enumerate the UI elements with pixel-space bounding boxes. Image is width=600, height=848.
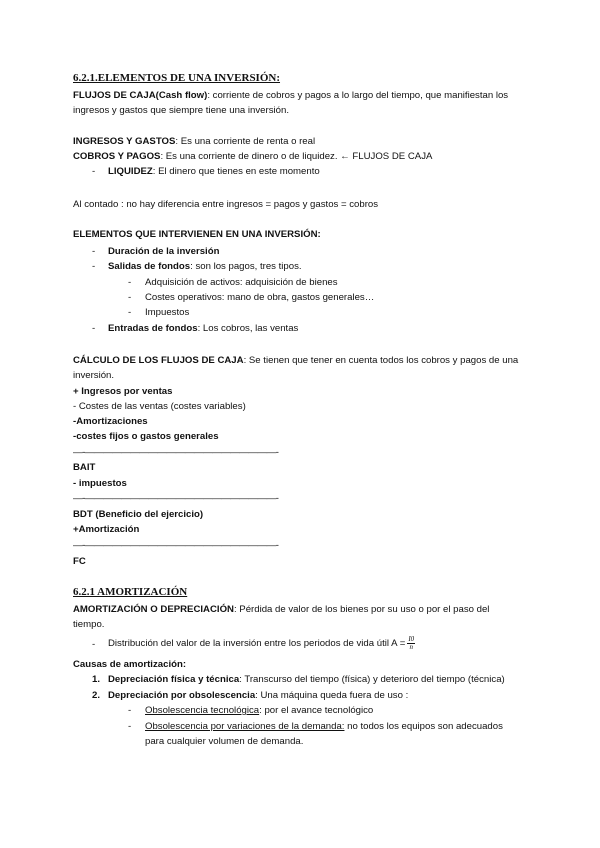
list-item-salidas <box>108 260 302 273</box>
term-salidas: Salidas de fondos <box>108 261 191 272</box>
def-salidas: : son los pagos, tres tipos. <box>190 261 302 272</box>
paragraph-ingresos <box>73 135 315 148</box>
paragraph-cashflow-cont: ingresos y gastos que siempre tiene una inversión. <box>73 105 289 116</box>
bullet-dash: - <box>128 721 132 732</box>
sub-item-tecnologica <box>145 704 373 717</box>
term-entradas: Entradas de fondos <box>108 323 198 334</box>
paragraph-cashflow <box>73 89 508 102</box>
def-demanda: no todos los equipos son adecuados <box>344 721 503 732</box>
sub-item-costes: Costes operativos: mano de obra, gastos generales… <box>145 292 375 303</box>
list-item-duracion: Duración de la inversión <box>108 246 220 257</box>
term-calculo: CÁLCULO DE LOS FLUJOS DE CAJA <box>73 355 244 366</box>
list-item-fisica <box>108 673 505 686</box>
term-demanda: Obsolescencia por variaciones de la demanda: <box>145 721 345 732</box>
list-item-liquidez <box>108 165 320 178</box>
list-item-entradas <box>108 322 298 335</box>
bullet-dash: - <box>92 261 96 272</box>
def-cobros: : Es una corriente de dinero o de liquidez. ← FLUJOS DE CAJA <box>160 151 433 162</box>
def-fisica: : Transcurso del tiempo (física) y deterioro del tiempo (técnica) <box>239 674 505 685</box>
bullet-dash: - <box>128 307 132 318</box>
sub-item-adquisicion: Adquisición de activos: adquisición de bienes <box>145 277 338 288</box>
term-ingresos: INGRESOS Y GASTOS <box>73 136 176 147</box>
paragraph-contado: Al contado : no hay diferencia entre ingresos = pagos y gastos = cobros <box>73 199 379 210</box>
calc-line-amortizacion: +Amortización <box>73 524 140 535</box>
calc-line-bdt: BDT (Beneficio del ejercicio) <box>73 509 204 520</box>
term-cobros: COBROS Y PAGOS <box>73 151 161 162</box>
bullet-dash: - <box>92 639 96 650</box>
def-amortizacion: : Pérdida de valor de los bienes por su uso o por el paso del <box>233 604 490 615</box>
sub-item-demanda <box>145 720 503 733</box>
term-liquidez: LIQUIDEZ <box>108 166 153 177</box>
calc-line-costes: - Costes de las ventas (costes variables) <box>73 401 246 412</box>
paragraph-calculo <box>73 354 518 367</box>
list-item-obsolescencia <box>108 689 408 702</box>
fraction-numerator: I0 <box>408 634 415 643</box>
bullet-dash: - <box>128 292 132 303</box>
term-tecnologica: Obsolescencia tecnológica <box>145 705 260 716</box>
section-heading-elementos: 6.2.1.ELEMENTOS DE UNA INVERSIÓN: <box>73 72 281 84</box>
calc-line-bait: BAIT <box>73 462 96 473</box>
heading-elementos-intervienen: ELEMENTOS QUE INTERVIENEN EN UNA INVERSIÓN: <box>73 229 321 240</box>
list-number: 2. <box>92 690 101 701</box>
bullet-dash: - <box>92 166 96 177</box>
calc-line-impuestos: - impuestos <box>73 478 127 489</box>
bullet-dash: - <box>128 705 132 716</box>
def-liquidez: : El dinero que tienes en este momento <box>152 166 320 177</box>
paragraph-amortizacion-cont: tiempo. <box>73 619 105 630</box>
calc-line-ingresos: + Ingresos por ventas <box>73 386 173 397</box>
def-entradas: : Los cobros, las ventas <box>197 323 299 334</box>
calc-line-fc: FC <box>73 556 86 567</box>
calc-line-amortizaciones: -Amortizaciones <box>73 416 148 427</box>
heading-causas: Causas de amortización: <box>73 659 187 670</box>
def-cashflow: : corriente de cobros y pagos a lo largo del tiempo, que manifiestan los <box>207 90 509 101</box>
bullet-dash: - <box>128 277 132 288</box>
paragraph-calculo-cont: inversión. <box>73 370 115 381</box>
rule-line: —-—————————————————————- <box>73 493 279 504</box>
calc-line-costes-fijos: -costes fijos o gastos generales <box>73 431 219 442</box>
term-cashflow: FLUJOS DE CAJA(Cash flow) <box>73 90 208 101</box>
def-calculo: : Se tienen que tener en cuenta todos los cobros y pagos de una <box>243 355 519 366</box>
rule-line: —-—————————————————————- <box>73 540 279 551</box>
bullet-dash: - <box>92 246 96 257</box>
list-item-distribucion <box>108 634 415 654</box>
term-fisica: Depreciación física y técnica <box>108 674 240 685</box>
def-ingresos: : Es una corriente de renta o real <box>175 136 316 147</box>
term-amortizacion: AMORTIZACIÓN O DEPRECIACIÓN <box>73 604 234 615</box>
sub-item-impuestos: Impuestos <box>145 307 190 318</box>
paragraph-cobros <box>73 150 432 163</box>
paragraph-amortizacion <box>73 603 489 616</box>
rule-line: —-—————————————————————- <box>73 447 279 458</box>
def-tecnologica: : por el avance tecnológico <box>259 705 374 716</box>
sub-item-demanda-cont: para cualquier volumen de demanda. <box>145 736 304 747</box>
bullet-dash: - <box>92 323 96 334</box>
term-obsolescencia: Depreciación por obsolescencia <box>108 690 256 701</box>
def-obsolescencia: : Una máquina queda fuera de uso : <box>255 690 409 701</box>
distribucion-text: Distribución del valor de la inversión entre los periodos de vida útil A = <box>108 638 406 649</box>
formula-fraction <box>407 636 415 651</box>
list-number: 1. <box>92 674 101 685</box>
section-heading-amortizacion: 6.2.1 AMORTIZACIÓN <box>73 586 188 598</box>
fraction-denominator: n <box>409 642 413 651</box>
